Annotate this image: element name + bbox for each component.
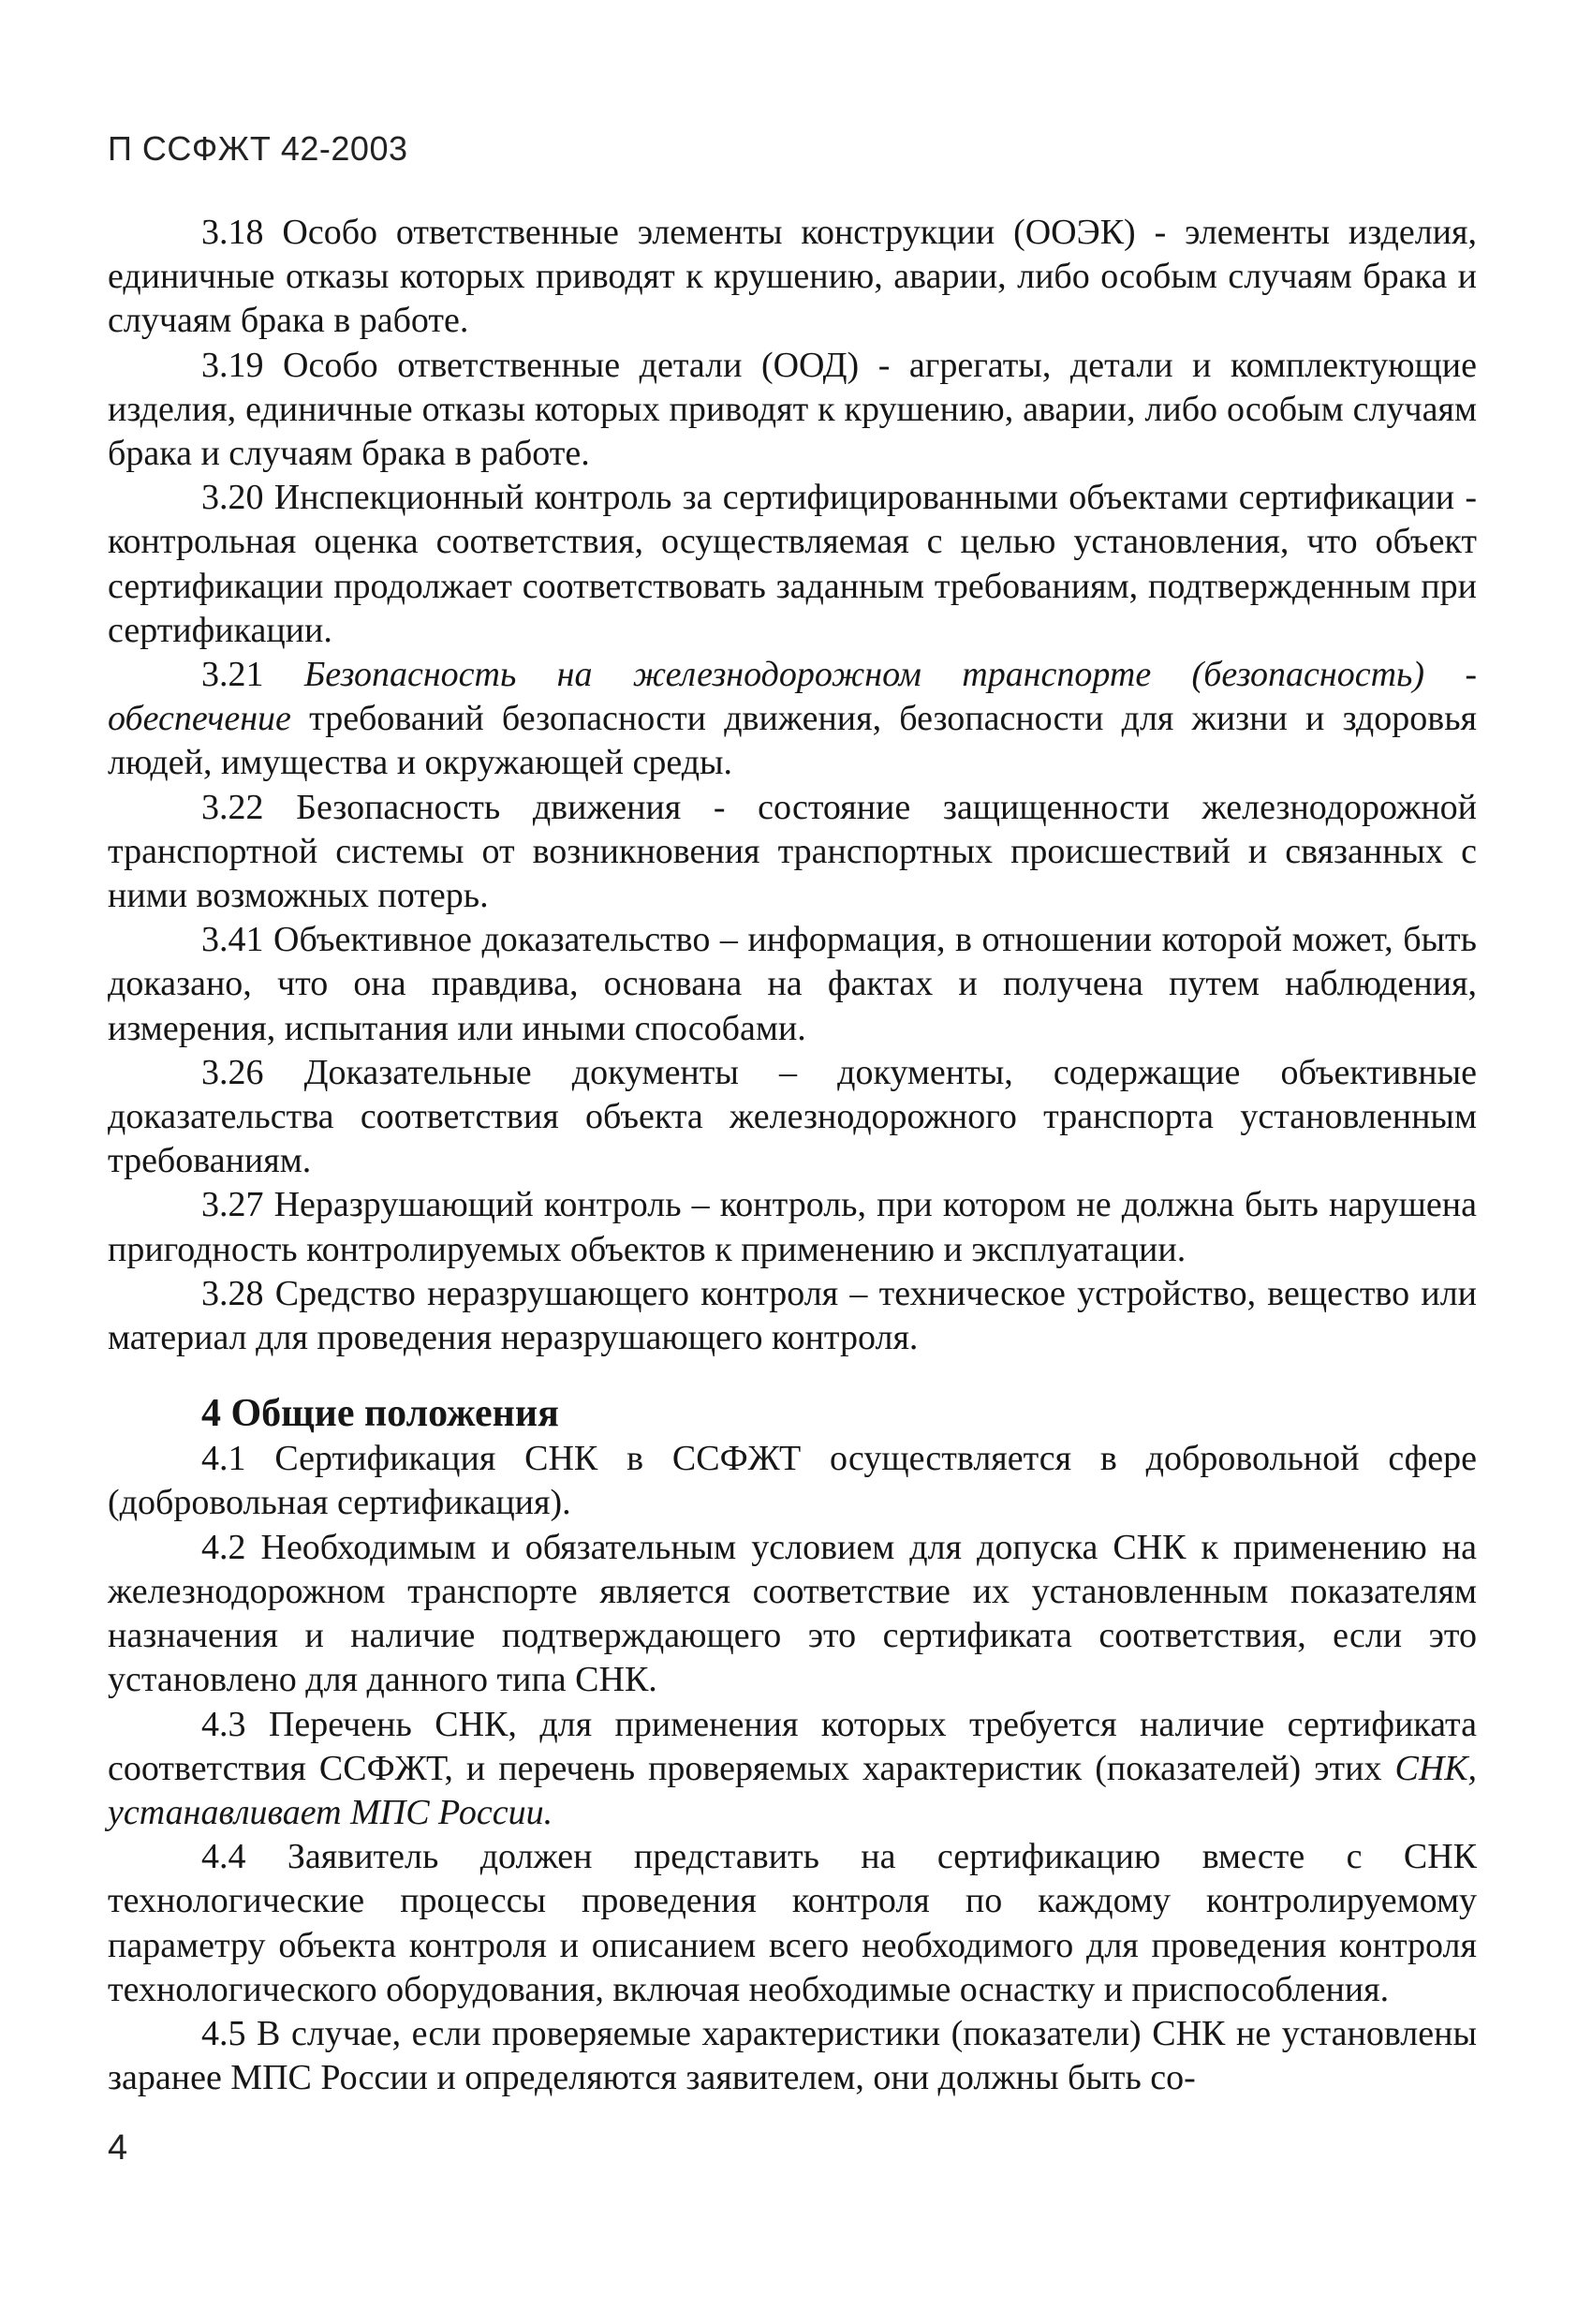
clause-4-1: 4.1 Сертификация СНК в ССФЖТ осуществляется в добровольной сфере (добровольная сертификация). xyxy=(108,1439,1477,1523)
page-number: 4 xyxy=(108,2128,128,2168)
clause-3-27: 3.27 Неразрушающий контроль – контроль, при котором не должна быть нарушена пригодность контролируемых объектов к применению и эксплуатации. xyxy=(108,1185,1477,1269)
section-4-heading: 4 Общие положения xyxy=(201,1392,559,1436)
clause-4-3-text: 4.3 Перечень СНК, для применения которых требуется наличие сертификата соответствия ССФЖТ, и перечень проверяемых характеристик (показателей) этих xyxy=(108,1704,1477,1788)
clause-3-22: 3.22 Безопасность движения - состояние защищенности железнодорожной транспортной системы от возникновения транспортных происшествий и связанных с ними возможных потерь. xyxy=(108,787,1477,916)
clause-4-3-italic: СНК, устанавливает МПС России. xyxy=(108,1748,1477,1832)
clause-3-21-number: 3.21 xyxy=(201,655,304,695)
clause-3-19: 3.19 Особо ответственные детали (ООД) - агрегаты, детали и комплектующие изделия, единичные отказы которых приводят к крушению, аварии, либо особым случаям брака и случаям брака в работе. xyxy=(108,345,1477,474)
document-header: П ССФЖТ 42-2003 xyxy=(108,129,408,168)
clause-3-28: 3.28 Средство неразрушающего контроля – техническое устройство, вещество или материал для проведения неразрушающего контроля. xyxy=(108,1273,1477,1358)
clause-4-5: 4.5 В случае, если проверяемые характеристики (показатели) СНК не установлены заранее МПС России и определяются заявителем, они должны быть со- xyxy=(108,2013,1477,2098)
clause-3-21 xyxy=(108,653,1477,786)
clause-3-21-term: Безопасность на железнодорожном транспорте (безопасность) - обеспечение xyxy=(108,655,1477,739)
clause-4-4: 4.4 Заявитель должен представить на сертификацию вместе с СНК технологические процессы проведения контроля по каждому контролируемому параметру объекта контроля и описанием всего необходимого для проведения контроля технологического оборудования, включая необходимые оснастку и приспособления. xyxy=(108,1837,1477,2009)
clause-3-20: 3.20 Инспекционный контроль за сертифицированными объектами сертификации - контрольная оценка соответствия, осуществляемая с целью установления, что объект сертификации продолжает соответствовать заданным требованиям, подтвержденным при сертификации. xyxy=(108,478,1477,650)
clause-4-3 xyxy=(108,1703,1477,1836)
clause-3-18: 3.18 Особо ответственные элементы конструкции (ООЭК) - элементы изделия, единичные отказы которых приводят к крушению, аварии, либо особым случаям брака и случаям брака в работе. xyxy=(108,213,1477,341)
clause-3-21-definition: требований безопасности движения, безопасности для жизни и здоровья людей, имущества и окружающей среды. xyxy=(108,699,1477,783)
clause-4-2: 4.2 Необходимым и обязательным условием для допуска СНК к применению на железнодорожном транспорте является соответствие их установленным показателям назначения и наличие подтверждающего это сертификата соответствия, если это установлено для данного типа СНК. xyxy=(108,1527,1477,1700)
document-body xyxy=(108,211,1477,2100)
clause-3-26: 3.26 Доказательные документы – документы, содержащие объективные доказательства соответствия объекта железнодорожного транспорта установленным требованиям. xyxy=(108,1052,1477,1181)
clause-3-41: 3.41 Объективное доказательство – информация, в отношении которой может, быть доказано, что она правдива, основана на фактах и получена путем наблюдения, измерения, испытания или иными способами. xyxy=(108,920,1477,1048)
